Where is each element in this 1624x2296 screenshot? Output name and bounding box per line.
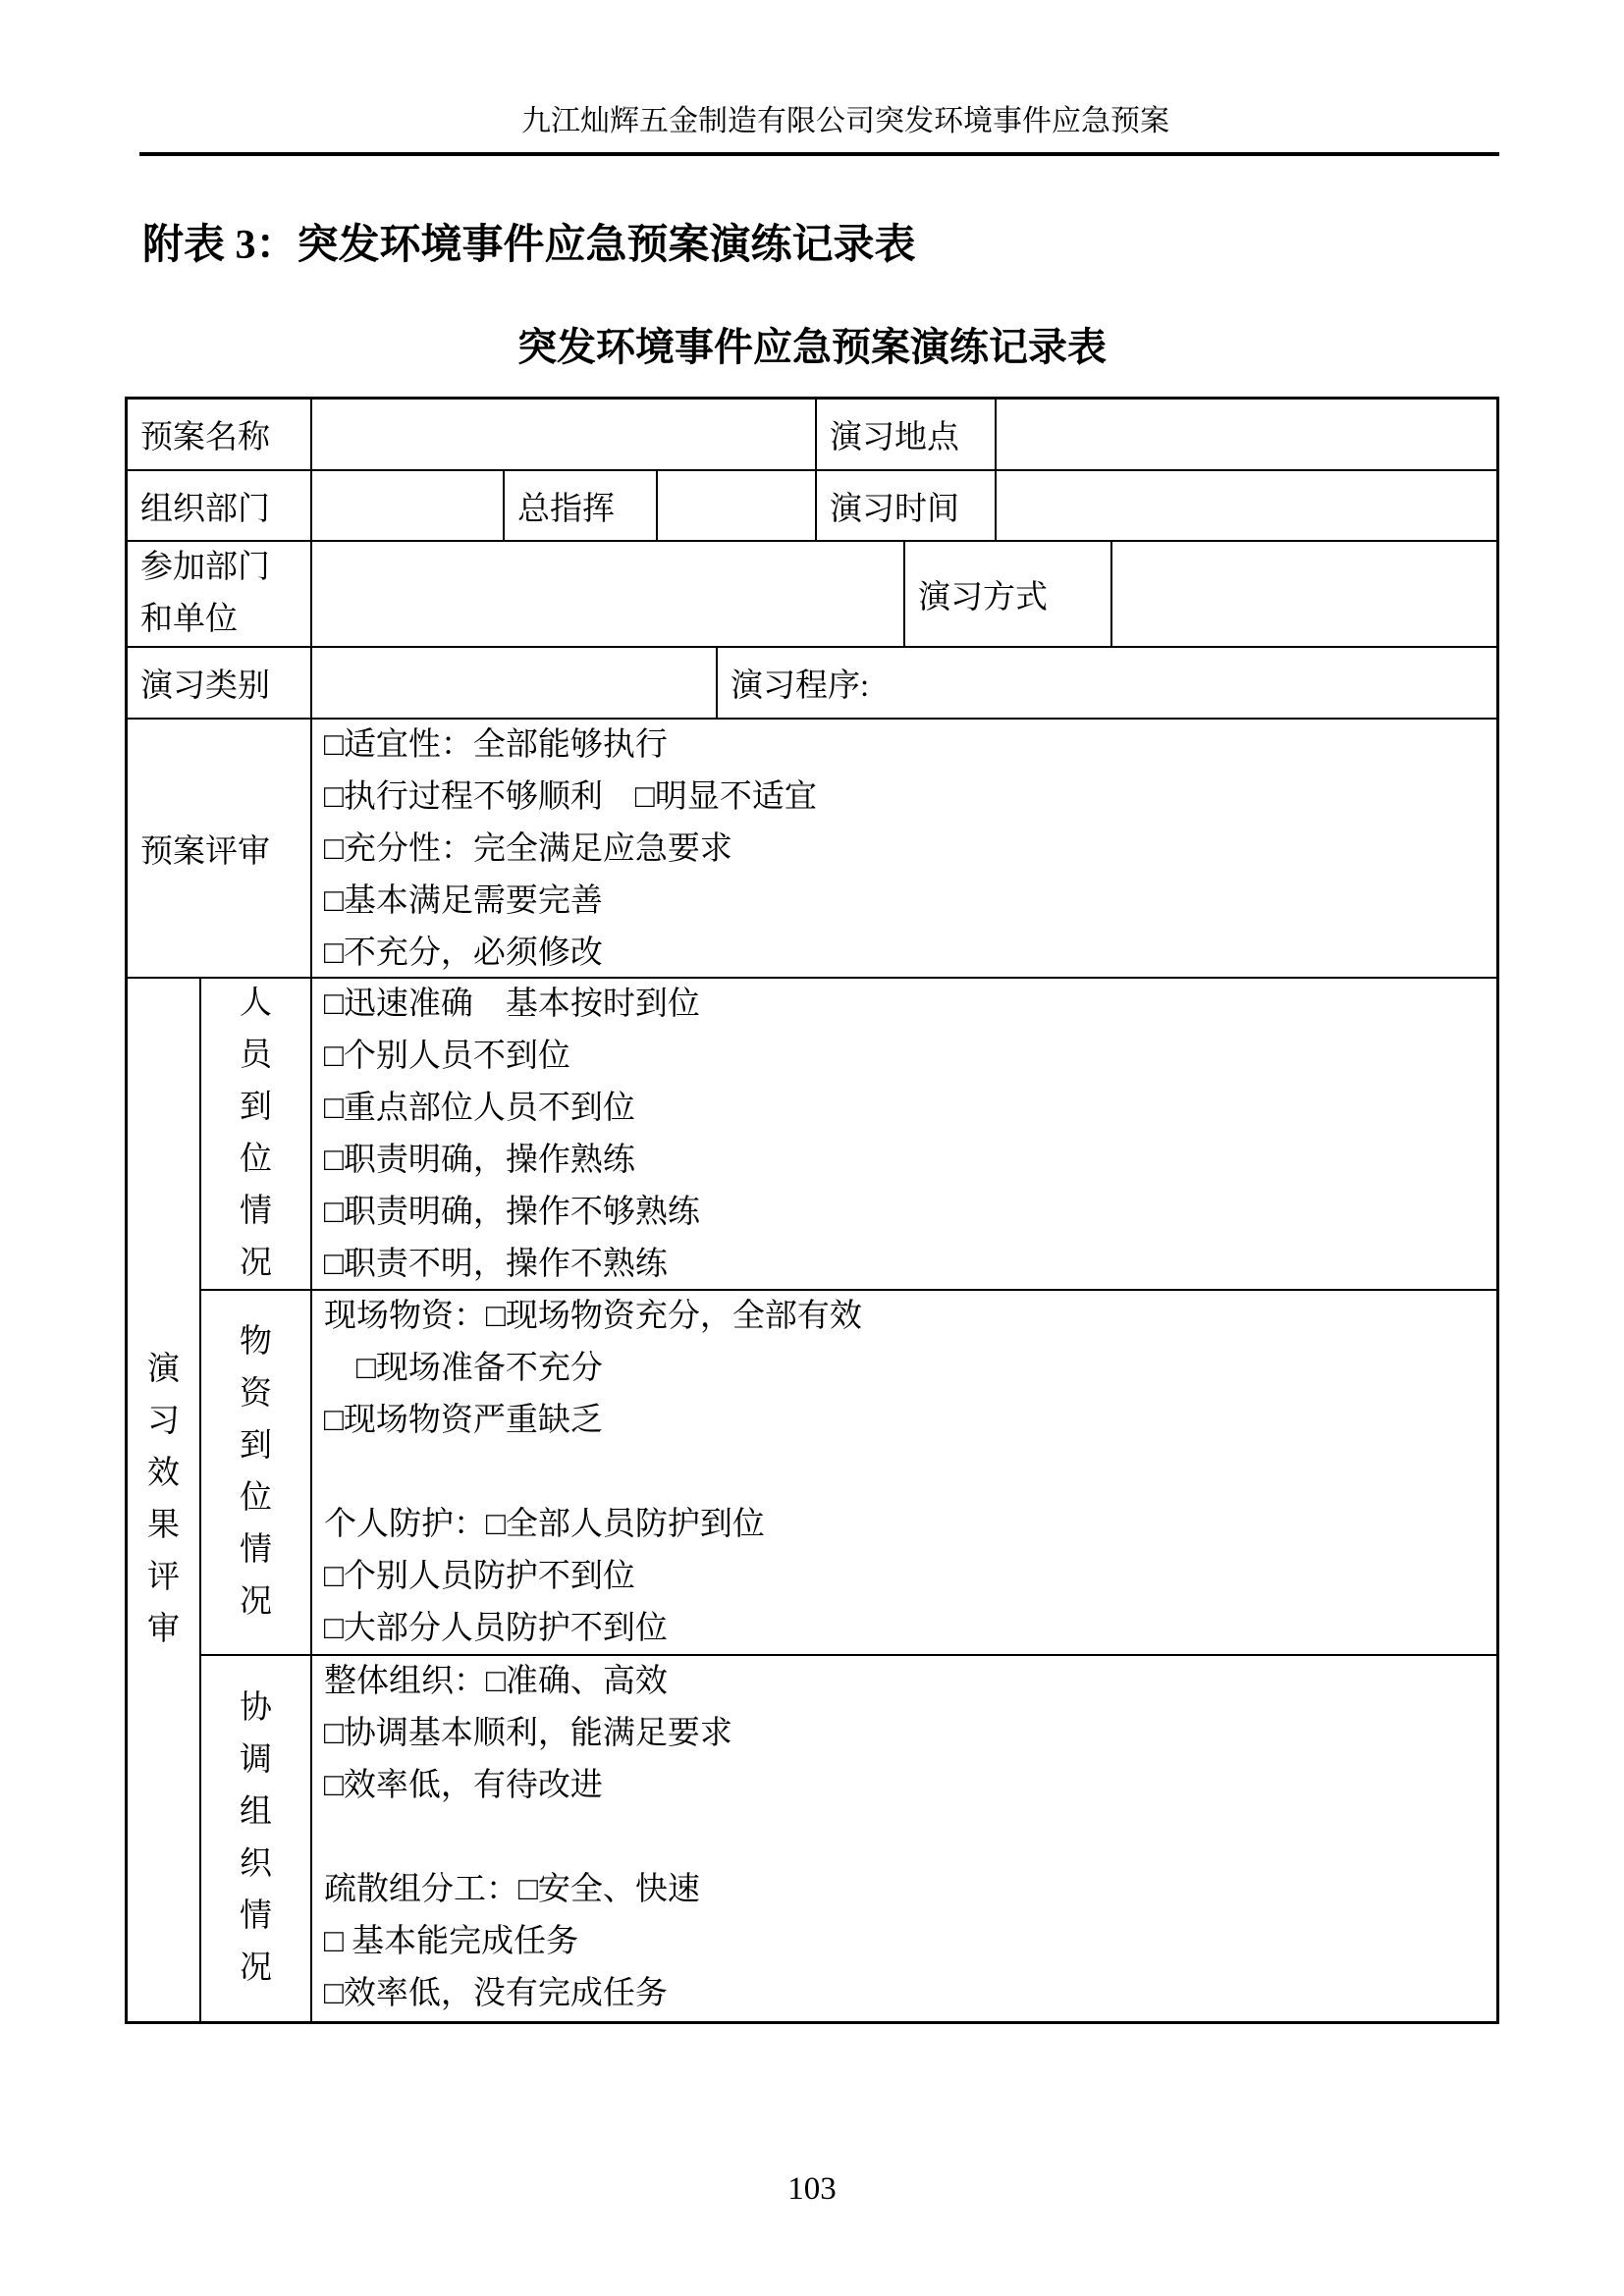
coordination-option: □ 基本能完成任务 bbox=[324, 1924, 579, 1959]
drill-location-input-cell bbox=[997, 400, 1496, 471]
supplies-label-cell bbox=[201, 1291, 312, 1656]
coordination-option: □协调基本顺利，能满足要求 bbox=[324, 1716, 732, 1751]
page-number: 103 bbox=[787, 2171, 837, 2207]
drill-record-table bbox=[125, 397, 1499, 2024]
plan-review-option: □不充分，必须修改 bbox=[324, 935, 603, 971]
personnel-options bbox=[312, 979, 1496, 1291]
coordination-option: 疏散组分工：□安全、快速 bbox=[324, 1872, 700, 1907]
drill-time-input-cell bbox=[997, 471, 1496, 542]
drill-procedure-label: 演习程序: bbox=[718, 648, 1496, 720]
organizing-dept-label: 组织部门 bbox=[128, 471, 312, 542]
plan-review-option: □充分性：完全满足应急要求 bbox=[324, 831, 732, 867]
personnel-option: □迅速准确 基本按时到位 bbox=[324, 987, 700, 1022]
plan-review-option: □基本满足需要完善 bbox=[324, 883, 603, 919]
personnel-option: □个别人员不到位 bbox=[324, 1039, 570, 1074]
drill-category-input-cell bbox=[312, 648, 718, 720]
supplies-option bbox=[324, 1447, 1496, 1499]
supplies-option: □现场物资严重缺乏 bbox=[324, 1403, 603, 1438]
participants-input-cell bbox=[312, 542, 905, 648]
supplies-option: □现场准备不充分 bbox=[324, 1351, 603, 1386]
personnel-label: 人员到位情况 bbox=[240, 986, 272, 1281]
participants-label bbox=[128, 542, 312, 648]
plan-name-label: 预案名称 bbox=[128, 400, 312, 471]
participants-label-line1: 参加部门 bbox=[140, 550, 270, 585]
personnel-option: □职责明确，操作熟练 bbox=[324, 1143, 635, 1178]
drill-location-label: 演习地点 bbox=[817, 400, 997, 471]
form-title: 突发环境事件应急预案演练记录表 bbox=[517, 325, 1107, 369]
plan-name-input-cell bbox=[312, 400, 817, 471]
coordination-label: 协调组织情况 bbox=[240, 1690, 272, 1986]
coordination-option: □效率低，没有完成任务 bbox=[324, 1976, 668, 2011]
participants-label-line2: 和单位 bbox=[140, 602, 238, 637]
running-header-text: 九江灿辉五金制造有限公司突发环境事件应急预案 bbox=[521, 105, 1169, 137]
chief-commander-label: 总指挥 bbox=[505, 471, 658, 542]
personnel-option: □职责不明，操作不熟练 bbox=[324, 1247, 668, 1282]
personnel-option: □职责明确，操作不够熟练 bbox=[324, 1195, 700, 1230]
coordination-label-cell bbox=[201, 1656, 312, 2021]
supplies-options bbox=[312, 1291, 1496, 1656]
drill-category-label: 演习类别 bbox=[128, 648, 312, 720]
effect-review-label: 演习效果评审 bbox=[147, 1352, 180, 1647]
plan-review-label: 预案评审 bbox=[128, 720, 312, 979]
coordination-option: □效率低，有待改进 bbox=[324, 1768, 603, 1803]
coordination-option bbox=[324, 1812, 1496, 1864]
personnel-label-cell bbox=[201, 979, 312, 1291]
supplies-option: □大部分人员防护不到位 bbox=[324, 1611, 668, 1646]
supplies-option: 个人防护：□全部人员防护到位 bbox=[324, 1507, 765, 1542]
drill-time-label: 演习时间 bbox=[817, 471, 997, 542]
supplies-option: 现场物资：□现场物资充分，全部有效 bbox=[324, 1299, 862, 1334]
supplies-label: 物资到位情况 bbox=[240, 1324, 272, 1620]
plan-review-option: □适宜性：全部能够执行 bbox=[324, 727, 668, 763]
drill-method-input-cell bbox=[1112, 542, 1496, 648]
attachment-title: 附表 3：突发环境事件应急预案演练记录表 bbox=[142, 223, 916, 268]
supplies-option: □个别人员防护不到位 bbox=[324, 1559, 635, 1594]
header-rule bbox=[139, 152, 1499, 156]
coordination-option: 整体组织：□准确、高效 bbox=[324, 1664, 668, 1699]
drill-method-label: 演习方式 bbox=[905, 542, 1112, 648]
effect-review-label-cell bbox=[128, 979, 201, 2021]
chief-commander-input-cell bbox=[658, 471, 817, 542]
plan-review-options bbox=[312, 720, 1496, 979]
coordination-options bbox=[312, 1656, 1496, 2021]
personnel-option: □重点部位人员不到位 bbox=[324, 1091, 635, 1126]
organizing-dept-input-cell bbox=[312, 471, 505, 542]
plan-review-option: □执行过程不够顺利 □明显不适宜 bbox=[324, 779, 817, 815]
